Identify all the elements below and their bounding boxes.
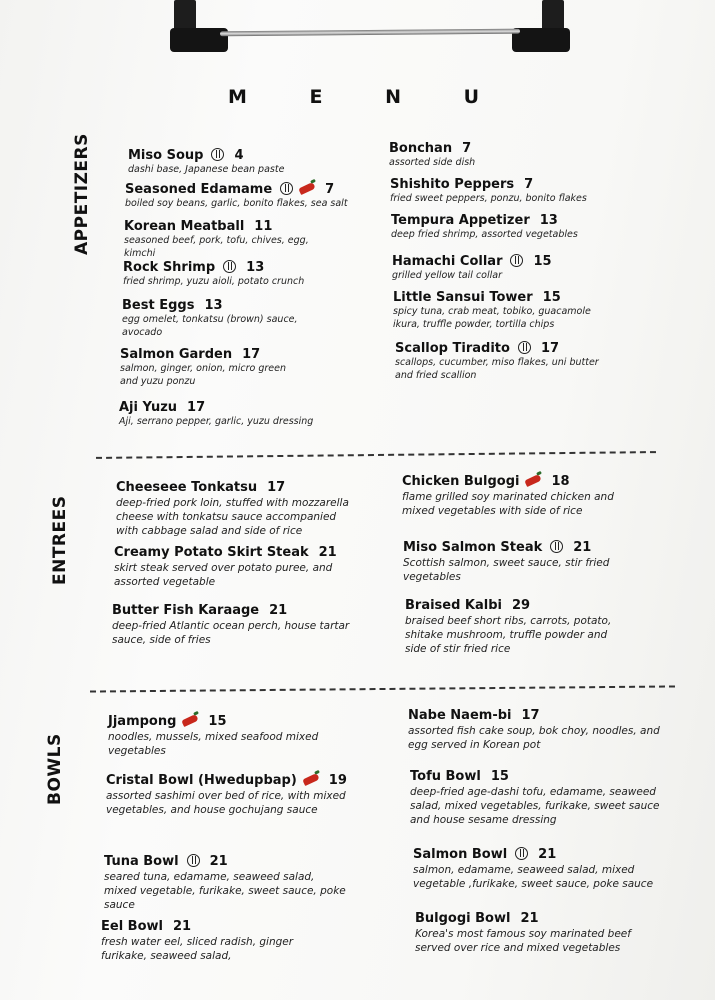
menu-item-name-row	[392, 253, 592, 270]
spicy-pepper-icon	[302, 773, 319, 786]
menu-item	[114, 544, 344, 589]
menu-item-price: 21	[318, 545, 337, 560]
menu-item-price: 21	[173, 919, 192, 934]
menu-item-name-row	[405, 597, 620, 614]
menu-item-description: fresh water eel, sliced radish, ginger furikake, seaweed salad,	[101, 936, 294, 962]
menu-item	[122, 297, 327, 339]
menu-item	[410, 768, 665, 827]
menu-item-description: boiled soy beans, garlic, bonito flakes, sea salt	[125, 198, 348, 209]
menu-title: M E N U	[227, 86, 508, 108]
menu-item-name-row	[389, 140, 589, 157]
menu-item-name-row	[393, 289, 593, 306]
gluten-free-icon	[187, 854, 200, 867]
menu-item-name-row	[104, 853, 349, 870]
menu-item-name-row	[106, 772, 361, 789]
menu-item-price: 18	[551, 474, 570, 489]
menu-item	[413, 846, 668, 891]
menu-item-price: 15	[542, 290, 561, 305]
menu-item	[392, 253, 592, 283]
menu-item-name-row	[125, 181, 355, 198]
menu-item-description: egg omelet, tonkatsu (brown) sauce, avocado	[122, 314, 298, 338]
menu-item-description: assorted fish cake soup, bok choy, noodles, and egg served in Korean pot	[408, 725, 660, 751]
menu-item-name: Miso Salmon Steak	[403, 540, 543, 555]
section-label-entrees: ENTREES	[50, 495, 70, 585]
menu-item-name: Hamachi Collar	[392, 254, 503, 269]
menu-item-name: Jjampong	[108, 714, 177, 729]
menu-item-description: salmon, ginger, onion, micro green and yuzu ponzu	[120, 363, 287, 387]
gluten-free-icon	[510, 254, 523, 267]
menu-item-name: Korean Meatball	[124, 219, 245, 234]
menu-item-name: Tempura Appetizer	[391, 213, 530, 228]
section-divider-2	[90, 685, 675, 692]
gluten-free-icon	[515, 847, 528, 860]
spicy-pepper-icon	[182, 714, 199, 727]
menu-item-name-row	[390, 176, 590, 193]
menu-item-description: scallops, cucumber, miso flakes, uni butter and fried scallion	[395, 357, 599, 381]
menu-item-description: salmon, edamame, seaweed salad, mixed vegetable ,furikake, sweet sauce, poke sauce	[413, 864, 654, 890]
menu-item-price: 7	[325, 182, 335, 197]
menu-item-price: 17	[521, 708, 540, 723]
menu-item	[389, 140, 589, 170]
menu-item-name: Shishito Peppers	[390, 177, 515, 192]
menu-item-name: Rock Shrimp	[123, 260, 216, 275]
menu-item-price: 15	[490, 769, 509, 784]
menu-item-name: Bonchan	[389, 141, 453, 156]
menu-item-name-row	[124, 218, 339, 235]
menu-item-name-row	[413, 846, 668, 863]
menu-item	[116, 479, 356, 538]
menu-item	[408, 707, 668, 752]
section-label-appetizers: APPETIZERS	[72, 133, 92, 255]
menu-item-price: 17	[187, 400, 206, 415]
section-divider-1	[96, 451, 656, 459]
menu-item-price: 21	[269, 603, 288, 618]
menu-item-description: assorted side dish	[389, 157, 476, 168]
menu-item-description: deep-fried Atlantic ocean perch, house tartar sauce, side of fries	[112, 620, 350, 646]
menu-item-price: 21	[538, 847, 557, 862]
menu-item-name-row	[120, 346, 300, 363]
menu-item-name: Eel Bowl	[101, 919, 163, 934]
menu-item	[128, 147, 328, 177]
menu-item	[395, 340, 610, 382]
menu-item-price: 17	[242, 347, 261, 362]
menu-clip-holder	[170, 0, 570, 56]
menu-item-description: braised beef short ribs, carrots, potato, shitake mushroom, truffle powder and side of stir fried rice	[405, 615, 612, 655]
menu-item-name: Salmon Bowl	[413, 847, 508, 862]
menu-item-name-row	[112, 602, 357, 619]
menu-item-price: 15	[208, 714, 227, 729]
gluten-free-icon	[223, 260, 236, 273]
gluten-free-icon	[550, 540, 563, 553]
menu-item-price: 15	[533, 254, 552, 269]
menu-item	[415, 910, 655, 955]
menu-item-description: assorted sashimi over bed of rice, with mixed vegetables, and house gochujang sauce	[106, 790, 346, 816]
menu-item-description: noodles, mussels, mixed seafood mixed vegetables	[108, 731, 319, 757]
gluten-free-icon	[211, 148, 224, 161]
spicy-pepper-icon	[298, 182, 315, 195]
menu-item-description: dashi base, Japanese bean paste	[128, 164, 285, 175]
menu-item	[125, 181, 355, 211]
menu-item-description: spicy tuna, crab meat, tobiko, guacamole ikura, truffle powder, tortilla chips	[393, 306, 591, 330]
menu-item-price: 19	[328, 773, 347, 788]
section-label-bowls: BOWLS	[45, 733, 65, 805]
menu-item-price: 21	[209, 854, 228, 869]
menu-item-description: Korea's most famous soy marinated beef served over rice and mixed vegetables	[415, 928, 631, 954]
menu-item-price: 21	[573, 540, 592, 555]
menu-item	[124, 218, 339, 260]
menu-item	[405, 597, 620, 656]
menu-item	[390, 176, 590, 206]
menu-item-price: 11	[254, 219, 273, 234]
menu-item-name: Creamy Potato Skirt Steak	[114, 545, 309, 560]
menu-item-name-row	[402, 473, 617, 490]
menu-item-description: seasoned beef, pork, tofu, chives, egg, kimchi	[124, 235, 309, 259]
menu-item	[104, 853, 349, 912]
menu-item-name-row	[122, 297, 327, 314]
menu-item-name: Tofu Bowl	[410, 769, 481, 784]
menu-item-name-row	[119, 399, 329, 416]
menu-item-price: 7	[462, 141, 472, 156]
menu-item-name-row	[128, 147, 328, 164]
menu-item-description: flame grilled soy marinated chicken and mixed vegetables with side of rice	[402, 491, 614, 517]
menu-item-price: 21	[520, 911, 539, 926]
menu-item	[101, 918, 331, 963]
menu-item-description: fried shrimp, yuzu aioli, potato crunch	[123, 276, 305, 287]
menu-item-name: Seasoned Edamame	[125, 182, 273, 197]
menu-item-name: Best Eggs	[122, 298, 195, 313]
spicy-pepper-icon	[525, 474, 542, 487]
gluten-free-icon	[518, 341, 531, 354]
menu-item-price: 13	[204, 298, 223, 313]
menu-item-description: grilled yellow tail collar	[392, 270, 502, 281]
menu-item-description: deep fried shrimp, assorted vegetables	[391, 229, 578, 240]
menu-item-description: Scottish salmon, sweet sauce, stir fried vegetables	[403, 557, 610, 583]
menu-item	[106, 772, 361, 817]
menu-item-price: 7	[524, 177, 534, 192]
menu-item-name-row	[408, 707, 668, 724]
menu-item-price: 29	[512, 598, 531, 613]
menu-item-name-row	[410, 768, 665, 785]
gluten-free-icon	[280, 182, 293, 195]
menu-item-name: Braised Kalbi	[405, 598, 502, 613]
menu-item-price: 13	[539, 213, 558, 228]
menu-item	[108, 713, 368, 758]
menu-item	[123, 259, 323, 289]
menu-item-price: 13	[246, 260, 265, 275]
menu-item-name-row	[403, 539, 618, 556]
menu-item-description: seared tuna, edamame, seaweed salad, mixed vegetable, furikake, sweet sauce, poke sauce	[104, 871, 346, 911]
menu-item-name-row	[114, 544, 344, 561]
menu-item	[391, 212, 591, 242]
menu-item-description: deep-fried age-dashi tofu, edamame, seaweed salad, mixed vegetables, furikake, sweet sauce and house sesame dressing	[410, 786, 660, 826]
clip-wire	[220, 29, 520, 37]
menu-item-name: Salmon Garden	[120, 347, 233, 362]
menu-item-description: deep-fried pork loin, stuffed with mozzarella cheese with tonkatsu sauce accompanied with cabbage salad and side of rice	[116, 497, 349, 537]
menu-item-name-row	[116, 479, 356, 496]
menu-item-name: Cristal Bowl (Hwedupbap)	[106, 773, 297, 788]
menu-item	[403, 539, 618, 584]
menu-item-price: 17	[267, 480, 286, 495]
menu-item-name-row	[123, 259, 323, 276]
menu-item	[119, 399, 329, 429]
menu-item-name: Scallop Tiradito	[395, 341, 510, 356]
menu-item-description: Aji, serrano pepper, garlic, yuzu dressing	[119, 416, 314, 427]
menu-item-name-row	[108, 713, 368, 730]
menu-item-name: Tuna Bowl	[104, 854, 179, 869]
menu-item-name: Cheeseee Tonkatsu	[116, 480, 258, 495]
menu-item-name: Chicken Bulgogi	[402, 474, 520, 489]
menu-item-name: Butter Fish Karaage	[112, 603, 260, 618]
clip-foot-right	[512, 28, 570, 52]
menu-item	[112, 602, 357, 647]
menu-item-name: Miso Soup	[128, 148, 204, 163]
menu-item-name-row	[101, 918, 331, 935]
menu-item-name: Nabe Naem-bi	[408, 708, 512, 723]
menu-item-name-row	[391, 212, 591, 229]
menu-item-price: 4	[234, 148, 244, 163]
menu-item-name: Little Sansui Tower	[393, 290, 533, 305]
menu-item-description: fried sweet peppers, ponzu, bonito flakes	[390, 193, 587, 204]
menu-item-name: Aji Yuzu	[119, 400, 178, 415]
menu-item-name-row	[415, 910, 655, 927]
menu-item	[120, 346, 300, 388]
menu-item-name-row	[395, 340, 610, 357]
menu-item-name: Bulgogi Bowl	[415, 911, 511, 926]
menu-item	[402, 473, 617, 518]
menu-item-description: skirt steak served over potato puree, and assorted vegetable	[114, 562, 333, 588]
menu-item	[393, 289, 593, 331]
menu-item-price: 17	[540, 341, 560, 356]
